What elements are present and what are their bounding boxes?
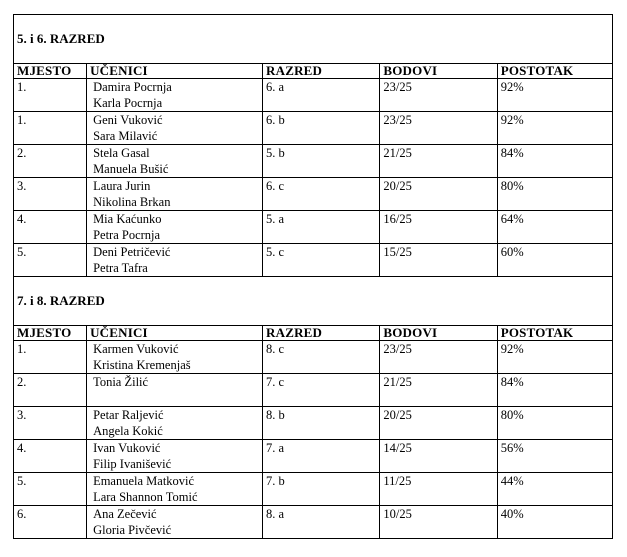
points-cell: 20/25 bbox=[380, 407, 497, 440]
points-cell: 14/25 bbox=[380, 440, 497, 473]
student-name: Tonia Žilić bbox=[93, 375, 149, 389]
place-cell: 2. bbox=[14, 145, 87, 178]
student-name: Damira Pocrnja bbox=[93, 80, 172, 94]
student-name: Nikolina Brkan bbox=[93, 195, 171, 209]
points-cell: 23/25 bbox=[380, 79, 497, 112]
column-header: MJESTO bbox=[14, 64, 87, 79]
students-cell bbox=[87, 211, 263, 244]
percent-cell: 92% bbox=[497, 112, 612, 145]
table-row bbox=[14, 440, 613, 473]
table-row bbox=[14, 473, 613, 506]
points-cell: 23/25 bbox=[380, 341, 497, 374]
student-name: Petra Tafra bbox=[93, 261, 148, 275]
student-name: Manuela Bušić bbox=[93, 162, 169, 176]
student-name: Lara Shannon Tomić bbox=[93, 490, 198, 504]
points-cell: 15/25 bbox=[380, 244, 497, 277]
place-cell: 1. bbox=[14, 112, 87, 145]
points-cell: 21/25 bbox=[380, 374, 497, 407]
column-header: UČENICI bbox=[87, 64, 263, 79]
students-cell bbox=[87, 145, 263, 178]
place-cell: 2. bbox=[14, 374, 87, 407]
column-header: BODOVI bbox=[380, 326, 497, 341]
results-document bbox=[13, 14, 613, 539]
percent-cell: 80% bbox=[497, 407, 612, 440]
student-name: Petar Raljević bbox=[93, 408, 164, 422]
students-cell bbox=[87, 178, 263, 211]
percent-cell: 84% bbox=[497, 374, 612, 407]
student-name: Angela Kokić bbox=[93, 424, 163, 438]
students-cell bbox=[87, 440, 263, 473]
column-header: POSTOTAK bbox=[497, 64, 612, 79]
points-cell: 11/25 bbox=[380, 473, 497, 506]
place-cell: 6. bbox=[14, 506, 87, 539]
place-cell: 1. bbox=[14, 341, 87, 374]
column-header: MJESTO bbox=[14, 326, 87, 341]
student-name: Ivan Vuković bbox=[93, 441, 161, 455]
table-row bbox=[14, 407, 613, 440]
student-name: Petra Pocrnja bbox=[93, 228, 161, 242]
grade-cell: 8. c bbox=[263, 341, 380, 374]
student-name: Ana Zečević bbox=[93, 507, 157, 521]
students-cell bbox=[87, 112, 263, 145]
percent-cell: 80% bbox=[497, 178, 612, 211]
table-row bbox=[14, 506, 613, 539]
grade-cell: 7. c bbox=[263, 374, 380, 407]
percent-cell: 44% bbox=[497, 473, 612, 506]
points-cell: 21/25 bbox=[380, 145, 497, 178]
students-cell bbox=[87, 79, 263, 112]
points-cell: 23/25 bbox=[380, 112, 497, 145]
grade-cell: 7. a bbox=[263, 440, 380, 473]
student-name: Sara Milavić bbox=[93, 129, 158, 143]
students-cell bbox=[87, 244, 263, 277]
points-cell: 16/25 bbox=[380, 211, 497, 244]
table-row bbox=[14, 145, 613, 178]
column-header: BODOVI bbox=[380, 64, 497, 79]
students-cell bbox=[87, 341, 263, 374]
section-title-row bbox=[14, 15, 613, 64]
points-cell: 20/25 bbox=[380, 178, 497, 211]
table-row bbox=[14, 341, 613, 374]
student-name: Laura Jurin bbox=[93, 179, 151, 193]
student-name: Deni Petričević bbox=[93, 245, 171, 259]
header-row bbox=[14, 326, 613, 341]
percent-cell: 92% bbox=[497, 341, 612, 374]
students-cell bbox=[87, 407, 263, 440]
student-name: Mia Kaćunko bbox=[93, 212, 162, 226]
students-cell bbox=[87, 506, 263, 539]
header-row bbox=[14, 64, 613, 79]
percent-cell: 56% bbox=[497, 440, 612, 473]
percent-cell: 64% bbox=[497, 211, 612, 244]
table-row bbox=[14, 244, 613, 277]
place-cell: 3. bbox=[14, 178, 87, 211]
place-cell: 4. bbox=[14, 440, 87, 473]
section-title: 5. i 6. RAZRED bbox=[14, 15, 613, 64]
percent-cell: 60% bbox=[497, 244, 612, 277]
student-name: Karmen Vuković bbox=[93, 342, 179, 356]
student-name: Emanuela Matković bbox=[93, 474, 195, 488]
section-title: 7. i 8. RAZRED bbox=[14, 277, 613, 326]
student-name: Geni Vuković bbox=[93, 113, 163, 127]
student-name: Stela Gasal bbox=[93, 146, 150, 160]
column-header: RAZRED bbox=[263, 64, 380, 79]
grade-cell: 5. b bbox=[263, 145, 380, 178]
percent-cell: 40% bbox=[497, 506, 612, 539]
place-cell: 1. bbox=[14, 79, 87, 112]
grade-cell: 6. a bbox=[263, 79, 380, 112]
section-title-row bbox=[14, 277, 613, 326]
results-table bbox=[13, 14, 613, 539]
table-row bbox=[14, 374, 613, 407]
student-name: Gloria Pivčević bbox=[93, 523, 172, 537]
place-cell: 3. bbox=[14, 407, 87, 440]
place-cell: 4. bbox=[14, 211, 87, 244]
grade-cell: 6. b bbox=[263, 112, 380, 145]
student-name: Filip Ivanišević bbox=[93, 457, 172, 471]
column-header: POSTOTAK bbox=[497, 326, 612, 341]
place-cell: 5. bbox=[14, 244, 87, 277]
grade-cell: 8. a bbox=[263, 506, 380, 539]
percent-cell: 84% bbox=[497, 145, 612, 178]
student-name: Karla Pocrnja bbox=[93, 96, 163, 110]
grade-cell: 7. b bbox=[263, 473, 380, 506]
points-cell: 10/25 bbox=[380, 506, 497, 539]
grade-cell: 5. c bbox=[263, 244, 380, 277]
students-cell bbox=[87, 473, 263, 506]
column-header: UČENICI bbox=[87, 326, 263, 341]
table-row bbox=[14, 211, 613, 244]
column-header: RAZRED bbox=[263, 326, 380, 341]
place-cell: 5. bbox=[14, 473, 87, 506]
table-row bbox=[14, 178, 613, 211]
grade-cell: 6. c bbox=[263, 178, 380, 211]
grade-cell: 5. a bbox=[263, 211, 380, 244]
students-cell bbox=[87, 374, 263, 407]
table-row bbox=[14, 79, 613, 112]
grade-cell: 8. b bbox=[263, 407, 380, 440]
percent-cell: 92% bbox=[497, 79, 612, 112]
student-name: Kristina Kremenjaš bbox=[93, 358, 191, 372]
table-row bbox=[14, 112, 613, 145]
